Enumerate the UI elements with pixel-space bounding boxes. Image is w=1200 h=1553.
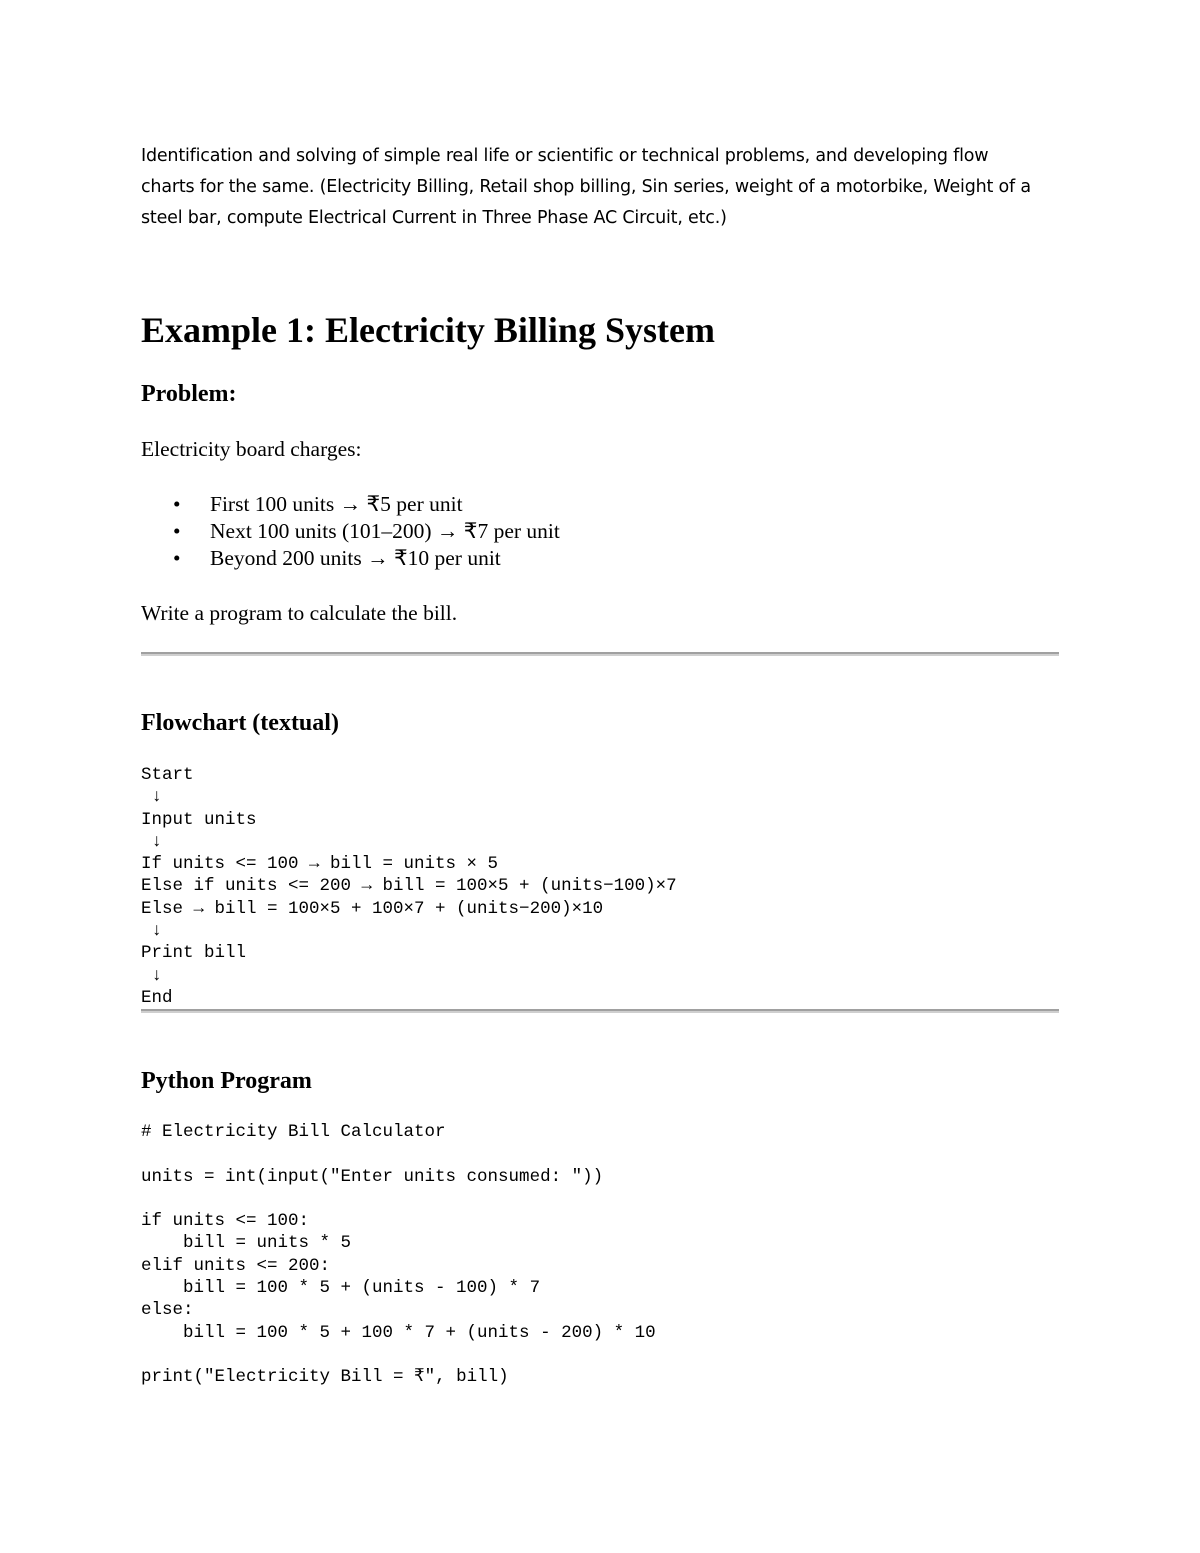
code-line: bill = units * 5 — [141, 1233, 352, 1254]
task-text: Write a program to calculate the bill. — [141, 601, 458, 625]
code-line: if units <= 100: — [141, 1211, 310, 1232]
flowchart-line: Print bill — [141, 943, 247, 964]
flowchart-arrow-icon: ↓ — [141, 965, 163, 986]
flowchart-line: Start — [141, 765, 194, 785]
flowchart-arrow-icon: ↓ — [141, 921, 163, 942]
rate-text: Next 100 units (101–200) → ₹7 per unit — [210, 519, 560, 543]
intro-line: Identification and solving of simple real life or scientific or technical problems, and developing flow — [141, 146, 989, 166]
code-line: print("Electricity Bill = ₹", bill) — [141, 1367, 509, 1388]
divider — [141, 1009, 1059, 1013]
code-line: # Electricity Bill Calculator — [141, 1122, 446, 1142]
example-title: Example 1: Electricity Billing System — [141, 310, 715, 350]
bullet-icon: • — [173, 492, 181, 516]
rate-list-item — [141, 491, 560, 518]
board-charges-text: Electricity board charges: — [141, 437, 362, 461]
flowchart-line: Else → bill = 100×5 + 100×7 + (units−200)×10 — [141, 898, 604, 919]
flowchart-arrow-icon: ↓ — [141, 787, 163, 808]
rate-list-item — [141, 545, 560, 572]
flowchart-line: Else if units <= 200 → bill = 100×5 + (units−100)×7 — [141, 876, 677, 897]
python-code-block — [141, 1121, 656, 1389]
divider — [141, 652, 1059, 656]
code-line: bill = 100 * 5 + (units - 100) * 7 — [141, 1278, 541, 1299]
bullet-icon: • — [173, 546, 181, 570]
intro-paragraph — [141, 141, 1061, 234]
rate-list — [141, 491, 560, 572]
flowchart-arrow-icon: ↓ — [141, 831, 163, 852]
flowchart-line: End — [141, 987, 173, 1008]
flowchart-heading: Flowchart (textual) — [141, 710, 339, 736]
rate-list-item — [141, 518, 560, 545]
bullet-icon: • — [173, 519, 181, 543]
code-line: else: — [141, 1300, 194, 1321]
rate-text: Beyond 200 units → ₹10 per unit — [210, 546, 501, 570]
flowchart-block — [141, 764, 677, 1009]
code-line: units = int(input("Enter units consumed: ")) — [141, 1166, 604, 1187]
intro-line: steel bar, compute Electrical Current in Three Phase AC Circuit, etc.) — [141, 208, 727, 228]
python-heading: Python Program — [141, 1068, 312, 1094]
flowchart-line: Input units — [141, 809, 257, 830]
code-line: bill = 100 * 5 + 100 * 7 + (units - 200) * 10 — [141, 1322, 656, 1343]
flowchart-line: If units <= 100 → bill = units × 5 — [141, 854, 499, 875]
rate-text: First 100 units → ₹5 per unit — [210, 492, 463, 516]
code-line: elif units <= 200: — [141, 1255, 331, 1276]
intro-line: charts for the same. (Electricity Billing, Retail shop billing, Sin series, weight of a motorbike, Weight of a — [141, 177, 1031, 197]
problem-heading: Problem: — [141, 381, 237, 407]
